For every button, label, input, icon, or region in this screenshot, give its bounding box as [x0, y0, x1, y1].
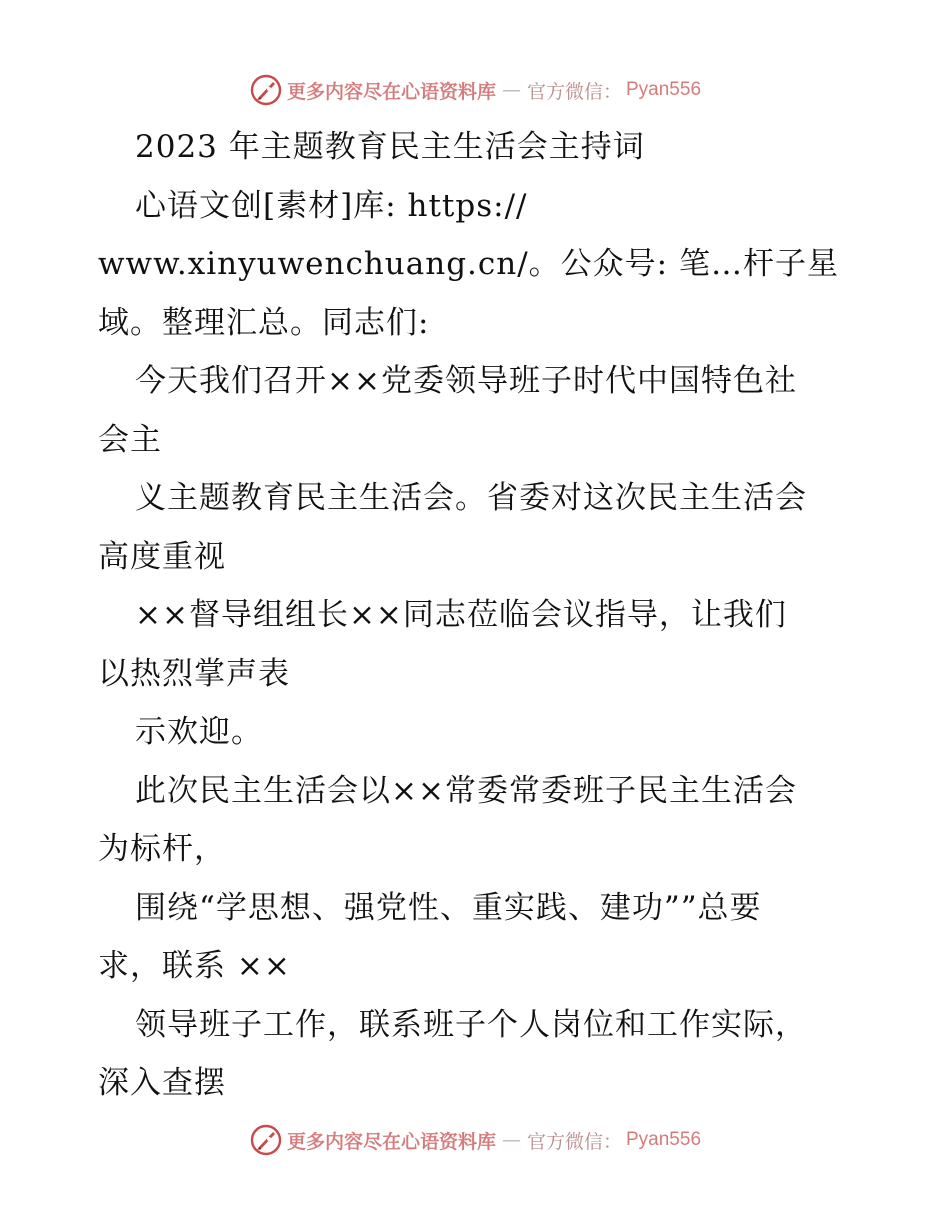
text-line: 高度重视	[98, 538, 226, 575]
text-line: 此次民主生活会以××常委常委班子民主生活会	[135, 772, 797, 809]
header-banner	[0, 70, 950, 110]
document-body	[98, 118, 858, 1113]
text-line: 今天我们召开××党委领导班子时代中国特色社	[135, 363, 797, 399]
text-line: 示欢迎。	[135, 714, 263, 750]
banner-sub-text: 官方微信：	[526, 1130, 622, 1153]
banner-main-text: 更多内容尽在心语资料库	[286, 80, 496, 103]
quill-logo-icon	[249, 73, 283, 107]
banner-sub-text: 官方微信：	[526, 80, 622, 103]
banner-dash: —	[501, 1129, 521, 1151]
quill-logo-icon	[249, 1123, 283, 1157]
text-line: www.xinyuwenchuang.cn/。公众号: 笔…杆子星	[98, 246, 839, 282]
text-line: 领导班子工作，联系班子个人岗位和工作实际，	[135, 1006, 807, 1043]
banner-wechat-id: Pyan556	[626, 1129, 702, 1150]
banner-wechat-id: Pyan556	[626, 79, 702, 100]
text-line: ××督导组组长××同志莅临会议指导，让我们	[135, 597, 787, 633]
text-line: 求，联系 ××	[98, 948, 291, 984]
text-line: 为标杆，	[98, 831, 226, 867]
text-line: 域。整理汇总。同志们:	[98, 304, 430, 341]
text-line: 会主	[98, 421, 162, 458]
footer-banner	[0, 1120, 950, 1160]
text-line: 心语文创[素材]库: https://	[135, 187, 528, 224]
text-line: 围绕“学思想、强党性、重实践、建功””总要	[135, 889, 762, 926]
document-title: 2023 年主题教育民主生活会主持词	[135, 129, 645, 165]
text-line: 深入查摆	[98, 1065, 226, 1101]
banner-dash: —	[501, 79, 521, 101]
text-line: 义主题教育民主生活会。省委对这次民主生活会	[135, 480, 807, 516]
text-line: 以热烈掌声表	[98, 655, 290, 692]
banner-main-text: 更多内容尽在心语资料库	[286, 1130, 496, 1153]
